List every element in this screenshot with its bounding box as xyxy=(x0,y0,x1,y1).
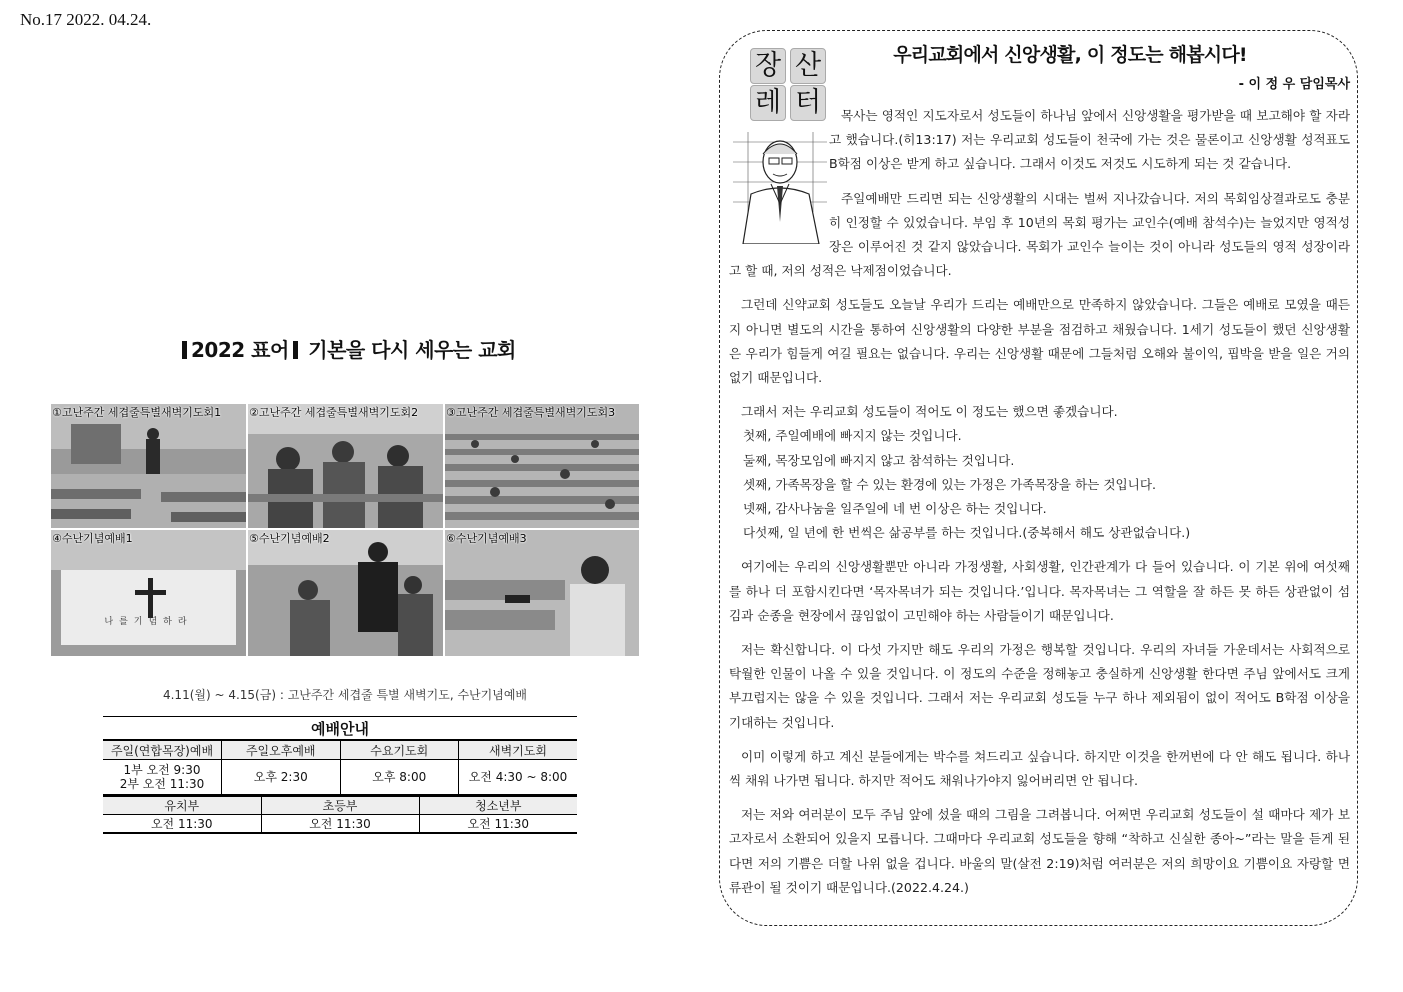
service-time: 오후 8:00 xyxy=(340,760,459,795)
letter-title: 우리교회에서 신앙생활, 이 정도는 해봅시다! xyxy=(893,44,1247,66)
letter-body xyxy=(729,104,1350,910)
letter-paragraph: 저는 저와 여러분이 모두 주님 앞에 섰을 때의 그림을 그려봅니다. 어쩌면 우리교회 성도들이 설 때마다 제가 보고자로서 소환되어 있을지 모릅니다. 그때마다 우리교회 성도들을 향해 “착하고 신실한 종아~”라는 말을 듣게 된다면 저의 기쁨은 더할 나위 없을 겁니다. 바울의 말(살전 2:19)처럼 여러분은 저의 희망이요 기쁨이요 자랑할 면류관이 될 것이기 때문입니다.(2022.4.24.) xyxy=(729,807,1350,895)
photo-prayer-3-image xyxy=(445,404,639,528)
photo-prayer-3 xyxy=(445,404,639,528)
portrait-space xyxy=(729,104,829,246)
motto-year: 2022 표어 xyxy=(191,338,289,362)
photo-caption-3: ③고난주간 세겹줄특별새벽기도회3 xyxy=(446,406,616,419)
tag-char: 장 xyxy=(750,48,786,84)
school-header: 유치부 xyxy=(103,796,261,815)
letter-paragraph: 목사는 영적인 지도자로서 성도들이 하나님 앞에서 신앙생활을 평가받을 때 보고해야 할 자라고 했습니다.(히13:17) 저는 우리교회 성도들이 천국에 가는 것은 물론이고 신앙생활 성적표도 B학점 이상은 받게 하고 싶습니다. 그래서 이것도 저것도 시도하게 되는 것 같습니다. xyxy=(829,108,1350,172)
service-header: 주일(연합목장)예배 xyxy=(103,740,222,760)
motto-bar-left xyxy=(182,341,187,359)
letter-paragraph: 여기에는 우리의 신앙생활뿐만 아니라 가정생활, 사회생활, 인간관계가 다 들어 있습니다. 이 기본 위에 여섯째를 하나 더 포함시킨다면 ‘목자목녀가 되는 것입니다.’입니다. 목자목녀는 그 역할을 잘 하든 못 하든 상관없이 섬김과 순종을 현장에서 끊임없이 고민해야 하는 사람들이기 때문입니다. xyxy=(729,559,1350,623)
service-table-main xyxy=(103,739,577,795)
letter-paragraph: 주일예배만 드리면 되는 신앙생활의 시대는 벌써 지나갔습니다. 저의 목회임상결과로도 충분히 인정할 수 있었습니다. 부임 후 10년의 목회 평가는 교인수(예배 참석수)는 늘었지만 영적성장은 이루어진 것 같지 않았습니다. 목회가 교인수 늘이는 것이 아니라 성도들의 영적 성장이라고 할 때, 저의 성적은 낙제점이었습니다. xyxy=(729,190,1350,279)
photo-event-caption: 4.11(월) ~ 4.15(금) : 고난주간 세겹줄 특별 새벽기도, 수난기념예배 xyxy=(162,688,528,702)
service-guide-title: 예배안내 xyxy=(103,716,577,739)
service-time: 오후 2:30 xyxy=(222,760,341,795)
letter-list-item: 넷째, 감사나눔을 일주일에 네 번 이상은 하는 것입니다. xyxy=(743,501,1047,517)
letter-paragraph: 저는 확신합니다. 이 다섯 가지만 해도 우리의 가정은 행복할 것입니다. 우리의 자녀들 가운데서는 사회적으로 탁월한 인물이 나올 수 있을 것입니다. 이 정도의 수준을 정해놓고 충실하게 신앙생활 한다면 주님 앞에서도 크게 부끄럽지는 않을 수 있을 것입니다. 그래서 저는 우리교회 성도들 누구 하나 제외됨이 없이 적어도 B학점 이상을 기대하는 것입니다. xyxy=(729,642,1350,730)
photo-prayer-2-image xyxy=(248,404,443,528)
letter-author: - 이 정 우 담임목사 xyxy=(1238,77,1350,92)
tag-char: 터 xyxy=(790,85,826,121)
service-time: 1부 오전 9:30 2부 오전 11:30 xyxy=(103,760,222,795)
photo-caption-5: ⑤수난기념예배2 xyxy=(249,532,330,545)
photo-passion-1 xyxy=(51,530,246,656)
photo-prayer-1-image xyxy=(51,404,246,528)
photo-caption-2: ②고난주간 세겹줄특별새벽기도회2 xyxy=(249,406,419,419)
photo-passion-2 xyxy=(248,530,443,656)
school-time: 오전 11:30 xyxy=(261,815,419,834)
motto-bar-right xyxy=(293,341,298,359)
letter-paragraph: 그런데 신약교회 성도들도 오늘날 우리가 드리는 예배만으로 만족하지 않았습니다. 그들은 예배로 모였을 때든지 아니면 별도의 시간을 통하여 신앙생활의 다양한 부분을 점검하고 채웠습니다. 1세기 성도들이 했던 신앙생활은 우리가 힘들게 여길 필요는 없습니다. 우리는 신앙생활 때문에 그들처럼 오해와 불이익, 핍박을 받을 일은 거의 없기 때문입니다. xyxy=(729,297,1350,386)
photo-prayer-1 xyxy=(51,404,246,528)
photo-passion-2-image xyxy=(248,530,443,656)
photo-caption-4: ④수난기념예배1 xyxy=(52,532,133,545)
letter-list-intro: 그래서 저는 우리교회 성도들이 적어도 이 정도는 했으면 좋겠습니다. xyxy=(741,404,1118,420)
motto-text: 기본을 다시 세우는 교회 xyxy=(308,338,516,362)
school-header: 청소년부 xyxy=(419,796,577,815)
letter-list-item: 둘째, 목장모임에 빠지지 않고 참석하는 것입니다. xyxy=(743,452,1015,468)
school-time: 오전 11:30 xyxy=(419,815,577,834)
school-time: 오전 11:30 xyxy=(103,815,261,834)
motto-heading xyxy=(178,334,516,363)
service-table-school xyxy=(103,795,577,834)
photo-grid xyxy=(51,404,637,656)
photo-passion-3-image xyxy=(445,530,639,656)
letter-list-item: 첫째, 주일예배에 빠지지 않는 것입니다. xyxy=(743,428,962,444)
letter-paragraph: 이미 이렇게 하고 계신 분들에게는 박수를 쳐드리고 싶습니다. 하지만 이것을 한꺼번에 다 안 해도 됩니다. 하나씩 채워 나가면 됩니다. 하지만 적어도 채워나가야지 잃어버리면 안 됩니다. xyxy=(729,748,1350,789)
service-header: 주일오후예배 xyxy=(222,740,341,760)
photo-prayer-2 xyxy=(248,404,443,528)
tag-char: 레 xyxy=(750,85,786,121)
school-header: 초등부 xyxy=(261,796,419,815)
service-header: 새벽기도회 xyxy=(459,740,578,760)
photo-caption-6: ⑥수난기념예배3 xyxy=(446,532,527,545)
photo-caption-1: ①고난주간 세겹줄특별새벽기도회1 xyxy=(52,406,222,419)
service-time: 오전 4:30 ~ 8:00 xyxy=(459,760,578,795)
tag-char: 산 xyxy=(790,48,826,84)
letter-list-item: 다섯째, 일 년에 한 번씩은 삶공부를 하는 것입니다.(중복해서 해도 상관없습니다.) xyxy=(743,525,1191,541)
letter-list-item: 셋째, 가족목장을 할 수 있는 환경에 있는 가정은 가족목장을 하는 것입니다. xyxy=(743,476,1157,492)
service-header: 수요기도회 xyxy=(340,740,459,760)
service-guide xyxy=(103,716,577,834)
issue-date: No.17 2022. 04.24. xyxy=(20,10,152,29)
photo-passion-3 xyxy=(445,530,639,656)
altar-banner-text: 나를기념하라 xyxy=(104,617,193,627)
photo-passion-1-image xyxy=(51,530,246,656)
letter-list xyxy=(729,424,1350,545)
